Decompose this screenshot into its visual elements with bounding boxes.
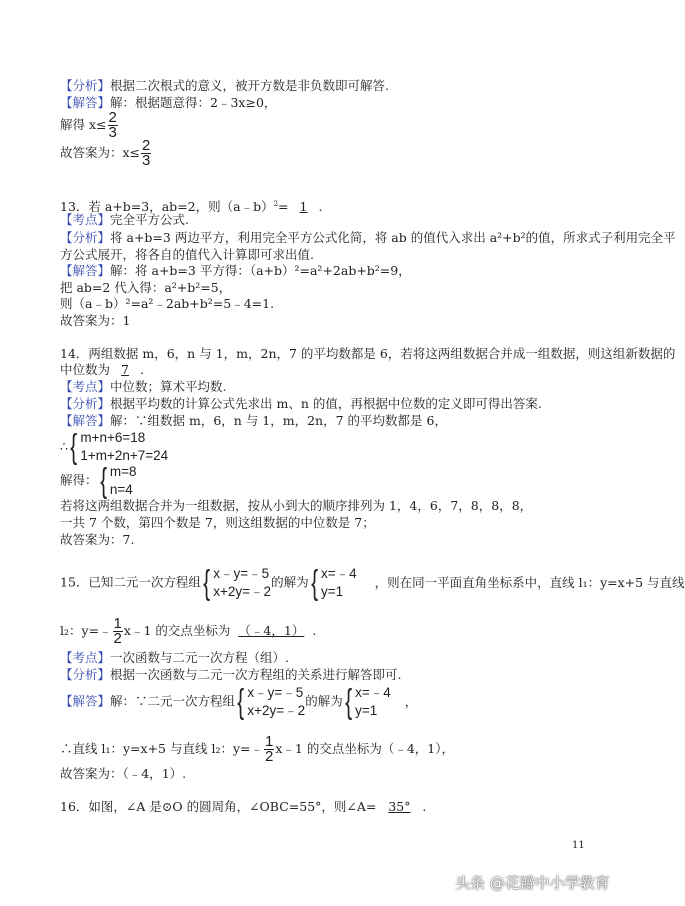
text: 故答案为：x≤ (60, 145, 141, 160)
text: 根据一次函数与二元一次方程组的关系进行解答即可. (110, 667, 402, 682)
equation: m=8 (109, 464, 137, 479)
equation: m+n+6=18 (80, 430, 146, 445)
solution-system: { x=﹣4 y=1 (310, 564, 357, 602)
q14-answer (60, 413, 447, 429)
fraction (264, 735, 274, 764)
fraction (113, 617, 123, 646)
answer-blank: 1 (299, 199, 308, 215)
equation: n=4 (109, 482, 133, 497)
tag: 【分析】 (60, 667, 111, 682)
den: 2 (265, 748, 274, 765)
tag: 【解答】 (60, 263, 111, 278)
q16-stem (60, 799, 426, 815)
fraction (108, 111, 118, 140)
equation: x﹣y=﹣5 (247, 685, 304, 700)
text: 解：∵组数据 m，6，n 与 1，m，2n，7 的平均数都是 6， (110, 413, 447, 428)
q13-kp (60, 212, 189, 228)
q13-analysis2: 方公式展开，将各自的值代入计算即可求出值. (60, 247, 314, 262)
answer-blank: （﹣4，1） (238, 623, 305, 638)
text: 15．已知二元一次方程组 (60, 574, 201, 590)
text: 解：根据题意得：2﹣3x≥0， (110, 95, 277, 110)
text: 根据二次根式的意义，被开方数是非负数即可解答. (110, 78, 389, 93)
q13-stem: 13．若 a+b=3，ab=2，则（a﹣b）$^2$= 1 . (60, 199, 323, 215)
text: . (422, 799, 427, 814)
den: 3 (142, 152, 151, 169)
q14-solved (60, 463, 137, 499)
equation-system: { x﹣y=﹣5 x+2y=﹣2 (237, 683, 306, 721)
num: 1 (265, 733, 274, 750)
text: 将 a+b=3 两边平方，利用完全平方公式化简，将 ab 的值代入求出 a²+b²的值，所求式子利用完全平 (110, 230, 676, 245)
tag: 【分析】 (60, 78, 111, 93)
equation: x=﹣4 (320, 566, 357, 581)
text: 的解为 (271, 574, 309, 590)
equation: x+2y=﹣2 (213, 584, 272, 599)
tag: 【分析】 (60, 230, 111, 245)
q14-final: 故答案为：7. (60, 532, 135, 547)
tag: 【解答】 (60, 413, 111, 428)
q14-stem2 (60, 362, 144, 378)
text: . (312, 623, 317, 638)
text: 完全平方公式. (110, 212, 189, 227)
text: x﹣1 的交点坐标为（﹣4，1）， (275, 741, 454, 756)
q15-stem2 (60, 617, 316, 646)
text: 根据平均数的计算公式先求出 m、n 的值，再根据中位数的定义即可得出答案. (110, 396, 542, 411)
den: 2 (113, 630, 122, 647)
tag: 【分析】 (60, 396, 111, 411)
tag: 【解答】 (60, 95, 111, 110)
text: x﹣1 的交点坐标为 (123, 623, 231, 638)
q14-stem1: 14．两组数据 m，6，n 与 1，m，2n，7 的平均数都是 6，若将这两组数据合并成一组数据，则这组新数据的 (60, 346, 676, 361)
q13-analysis (60, 230, 676, 246)
text: 13．若 a+b=3，ab=2，则（a﹣b） (60, 199, 274, 215)
equation: y=1 (320, 584, 344, 599)
text: 中位数为 (60, 362, 111, 377)
equation: 1+m+2n+7=24 (80, 448, 169, 463)
text: = (278, 199, 289, 215)
num: 2 (142, 137, 151, 154)
equation: x﹣y=﹣5 (213, 566, 270, 581)
equation-system: { m+n+6=18 1+m+2n+7=24 (70, 428, 169, 466)
tag: 【解答】 (60, 693, 111, 709)
num: 2 (108, 109, 117, 126)
equation-system: { x﹣y=﹣5 x+2y=﹣2 (203, 564, 272, 602)
page-number: 11 (572, 840, 585, 851)
tag: 【考点】 (60, 650, 111, 665)
q13-final: 故答案为：1 (60, 313, 131, 328)
q14-analysis (60, 396, 542, 412)
q12-answer (60, 95, 276, 111)
text: . (318, 199, 323, 215)
q15-analysis (60, 667, 402, 683)
tag: 【考点】 (60, 379, 111, 394)
q14-sol4: 一共 7 个数，第四个数是 7，则这组数据的中位数是 7； (60, 515, 375, 530)
q14-sol3: 若将这两组数据合并为一组数据，按从小到大的顺序排列为 1，4，6，7，8，8，8， (60, 498, 533, 513)
text: ∴ (60, 438, 68, 454)
text: l₂：y=﹣ (60, 623, 112, 638)
q15-line (60, 735, 454, 764)
q12-solve (60, 111, 119, 140)
text: 解得 x≤ (60, 117, 107, 132)
den: 3 (108, 124, 117, 141)
q13-answer (60, 263, 411, 279)
text: 解：将 a+b=3 平方得：（a+b）²=a²+2ab+b²=9， (110, 263, 411, 278)
text: 一次函数与二元一次方程（组）. (110, 650, 289, 665)
text: 中位数；算术平均数. (110, 379, 227, 394)
text: ， (404, 693, 418, 709)
q15-stem (60, 565, 685, 601)
text: 16．如图，∠A 是⊙O 的圆周角，∠OBC=55°，则∠A= (60, 799, 377, 814)
solution-system: { x=﹣4 y=1 (344, 683, 391, 721)
equation: y=1 (355, 703, 378, 718)
q14-kp (60, 379, 227, 395)
q12-final (60, 139, 152, 168)
text: ∴直线 l₁：y=x+5 与直线 l₂：y=﹣ (60, 741, 263, 756)
answer-blank: 7 (121, 362, 129, 377)
equation: x=﹣4 (355, 685, 391, 700)
q15-kp (60, 650, 289, 666)
q13-sol2: 把 ab=2 代入得：a²+b²=5， (60, 280, 232, 295)
q14-system (60, 429, 168, 465)
text: 解：∵二元一次方程组 (110, 693, 236, 709)
num: 1 (113, 615, 122, 632)
watermark: 头条 @花瓣中小学教育 (455, 874, 610, 892)
text: ，则在同一平面直角坐标系中，直线 l₁：y=x+5 与直线 (374, 574, 685, 590)
q15-final: 故答案为：（﹣4，1）. (60, 766, 187, 781)
equation: x+2y=﹣2 (247, 703, 306, 718)
tag: 【考点】 (60, 212, 111, 227)
solution-system: { m=8 n=4 (99, 462, 137, 500)
text: . (140, 362, 144, 377)
q13-sol3: 则（a﹣b）²=a²﹣2ab+b²=5﹣4=1. (60, 296, 275, 311)
answer-blank: 35° (388, 799, 411, 814)
q12-analysis (60, 78, 389, 94)
fraction (141, 139, 151, 168)
text: 解得： (60, 472, 98, 488)
q15-answer (60, 684, 417, 720)
text: 的解为 (305, 693, 343, 709)
